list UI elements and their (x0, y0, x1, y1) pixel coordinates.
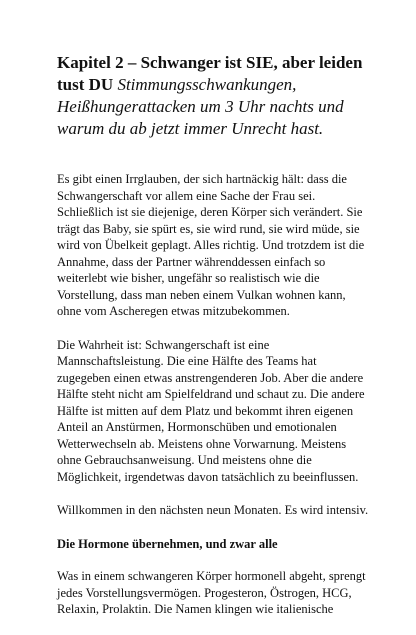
section-heading: Die Hormone übernehmen, und zwar alle (57, 536, 278, 551)
body-paragraph: Die Wahrheit ist: Schwangerschaft ist eine Mannschaftsleistung. Die eine Hälfte des Teams hat zugegeben einen etwas anstrengenderen Job. Aber die andere Hälfte steht nicht am Spielfeldrand und schaut zu. Die andere Hälfte ist mitten auf dem Platz und bekommt ihren eigenen Anteil an Anstürmen, Hormonschüben und emotionalen Wetterwechseln ab. Meistens ohne Vorwarnung. Meistens ohne Gebrauchsanweisung. Und meistens ohne die Möglichkeit, irgendetwas davon tatsächlich zu beeinflussen. (57, 337, 365, 484)
chapter-subtitle: Stimmungsschwankungen, Heißhungerattacken um 3 Uhr nachts und warum du ab jetzt immer Unrecht hast. (57, 75, 344, 138)
body-paragraph: Willkommen in den nächsten neun Monaten. Es wird intensiv. (57, 503, 369, 517)
chapter-title: Kapitel 2 – Schwanger ist SIE, aber leiden tust DU (57, 53, 363, 94)
chapter-body (57, 171, 369, 618)
book-page (57, 52, 369, 635)
body-paragraph: Es gibt einen Irrglauben, der sich hartnäckig hält: dass die Schwangerschaft vor allem eine Sache der Frau sei. Schließlich ist sie diejenige, deren Körper sich verändert. Sie trägt das Baby, sie spürt es, sie wird rund, sie wird müde, sie wird von Übelkeit geplagt. Alles richtig. Und trotzdem ist die Annahme, dass der Partner währenddessen einfach so weiterlebt wie bisher, ungefähr so realistisch wie die Vorstellung, dass man neben einem Vulkan wohnen kann, ohne vom Ascheregen etwas mitzubekommen. (57, 172, 365, 318)
section-paragraph: Was in einem schwangeren Körper hormonell abgeht, sprengt jedes Vorstellungsvermögen. Progesteron, Östrogen, HCG, Relaxin, Prolaktin. Die Namen klingen wie italienische (57, 569, 366, 616)
chapter-heading (57, 52, 369, 140)
